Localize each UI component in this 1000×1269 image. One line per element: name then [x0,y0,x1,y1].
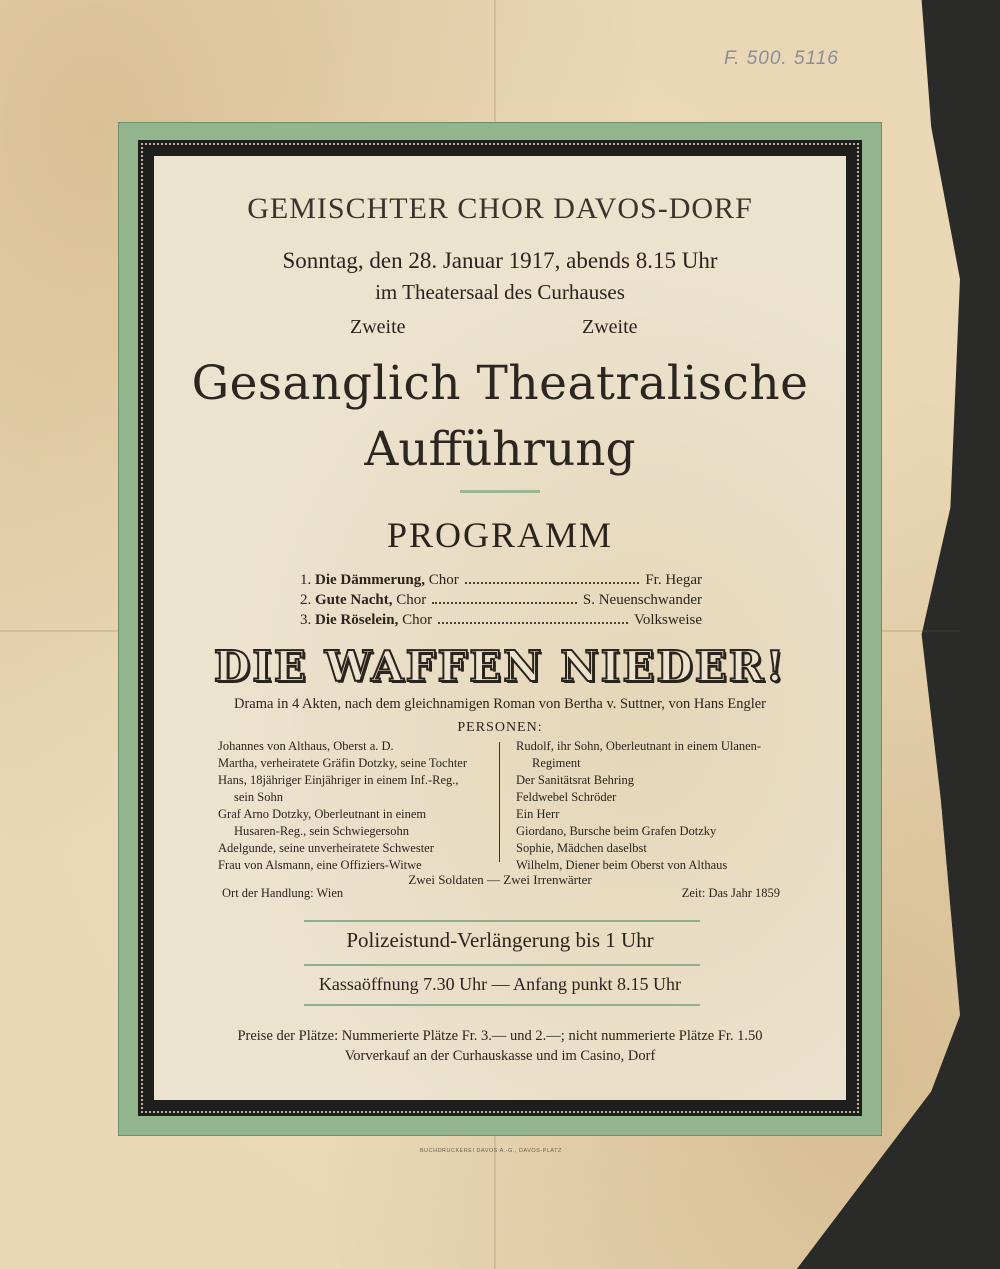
cast-entry: Sophie, Mädchen daselbst [516,841,647,855]
cast-entry: Wilhelm, Diener beim Oberst von Althaus [516,858,728,872]
rule-middle [304,964,700,966]
rule-top [304,920,700,922]
cast-entry: Martha, verheiratete Gräfin Dotzky, seine Tochter [218,756,468,770]
poster-content [154,156,846,1100]
box-office-times: Kassaöffnung 7.30 Uhr — Anfang punkt 8.15 Uhr [318,974,682,994]
rule-bottom [304,1004,700,1006]
prices-block [188,1026,812,1066]
cast-entry: sein Sohn [234,790,283,804]
cast-entry: Hans, 18jähriger Einjähriger in einem Inf.-Reg., [218,773,459,787]
programm-list [300,570,702,630]
play-subtitle: Drama in 4 Akten, nach dem gleichnamigen Roman von Bertha v. Suttner, von Hans Engler [233,696,767,712]
choir-name: GEMISCHTER CHOR DAVOS-DORF [247,192,753,225]
setting-place: Ort der Handlung: Wien [222,886,344,900]
cast-entry: Adelgunde, seine unverheiratete Schwester [218,841,434,855]
zweite-right: Zweite [582,316,638,338]
divider-rule [460,490,540,493]
cast-entry: Rudolf, ihr Sohn, Oberleutnant in einem Ulanen- [516,739,762,753]
zweite-left: Zweite [350,316,406,338]
cast-entry: Der Sanitätsrat Behring [516,773,635,787]
performance-title-2: Aufführung [364,422,636,477]
date-line: Sonntag, den 28. Januar 1917, abends 8.15 Uhr [282,248,718,273]
cast-entry: Feldwebel Schröder [516,790,617,804]
programm-item: 2. Gute Nacht, Chor S. Neuenschwander [300,592,702,608]
cast-entry: Johannes von Althaus, Oberst a. D. [218,739,394,753]
venue-line: im Theatersaal des Curhauses [375,280,625,304]
printer-imprint: BUCHDRUCKEREI DAVOS A.-G., DAVOS-PLATZ [420,1148,562,1154]
curfew-extension: Polizeistund-Verlängerung bis 1 Uhr [346,928,654,952]
cast-entry: Ein Herr [516,807,560,821]
archive-number: F. 500. 5116 [724,48,839,69]
cast-entry: Husaren-Reg., sein Schwiegersohn [234,824,409,838]
cast-column-right [516,738,792,874]
programm-item: 1. Die Dämmerung, Chor Fr. Hegar [300,572,702,588]
cast-entry: Graf Arno Dotzky, Oberleutnant in einem [218,807,427,821]
cast-entry: Frau von Alsmann, eine Offiziers-Witwe [218,858,422,872]
ticket-prices: Preise der Plätze: Nummerierte Plätze Fr. 3.— und 2.—; nicht nummerierte Plätze Fr. 1.50 [237,1028,763,1044]
setting-time: Zeit: Das Jahr 1859 [681,886,780,900]
cast-entry: Regiment [532,756,581,770]
personen-heading: PERSONEN: [457,720,543,735]
cast-extras: Zwei Soldaten — Zwei Irrenwärter [408,872,592,887]
play-title: DIE WAFFEN NIEDER! [213,642,787,691]
cast-column-left [218,738,494,874]
cast-divider [499,742,500,862]
cast-entry: Giordano, Bursche beim Grafen Dotzky [516,824,717,838]
programm-heading: PROGRAMM [386,515,614,555]
programm-item: 3. Die Röselein, Chor Volksweise [300,612,702,628]
performance-title: Gesanglich Theatralische [191,356,809,411]
presale-info: Vorverkauf an der Curhauskasse und im Casino, Dorf [344,1048,656,1064]
